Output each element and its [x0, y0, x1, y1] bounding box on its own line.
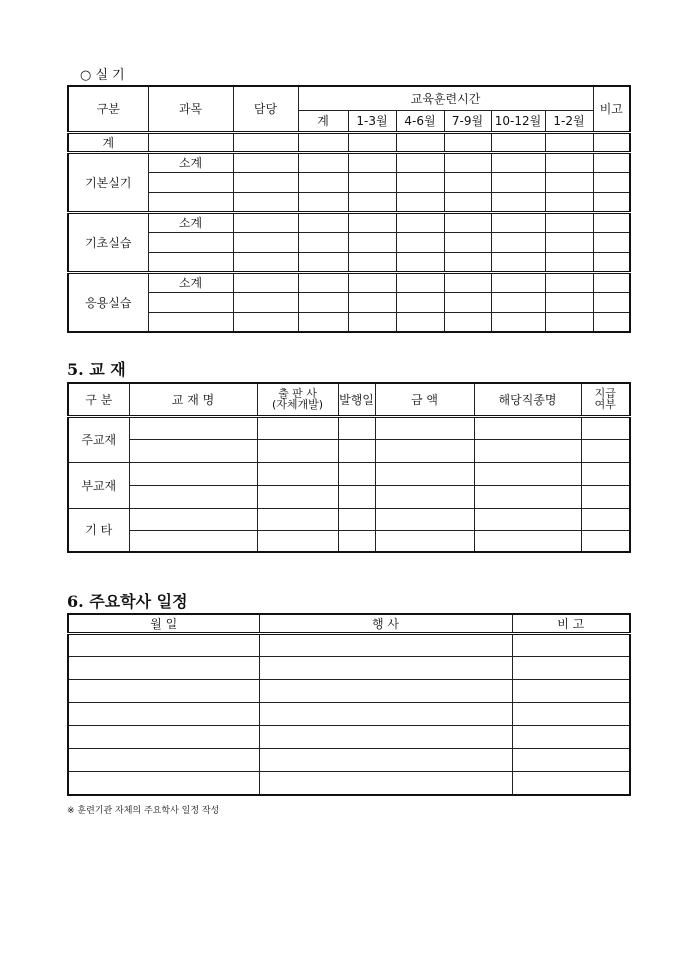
- subtotal-label: 소계: [148, 212, 233, 232]
- header-pub-date: 발행일: [338, 383, 375, 416]
- schedule-section-title: 6. 주요학사 일정: [67, 592, 188, 611]
- table-row: [68, 680, 630, 703]
- header-remarks: 비 고: [512, 614, 630, 634]
- header-paid: [581, 383, 630, 416]
- header-instructor: 담당: [233, 86, 298, 132]
- table-row: [68, 252, 630, 272]
- header-date: 월 일: [68, 614, 259, 634]
- header-event: 행 사: [259, 614, 512, 634]
- schedule-table: [67, 613, 631, 796]
- table-row: [68, 232, 630, 252]
- header-remarks: 비고: [593, 86, 630, 132]
- header-textbook-name: 교 재 명: [129, 383, 257, 416]
- table-row: [68, 530, 630, 552]
- table-row: [68, 172, 630, 192]
- table-row: [68, 212, 630, 232]
- header-job-type: 해당직종명: [474, 383, 581, 416]
- table-row: [68, 152, 630, 172]
- header-category: 구분: [68, 86, 148, 132]
- header-publisher-line2: (자체개발): [271, 398, 324, 412]
- subtotal-label: 소계: [148, 272, 233, 292]
- group-label: 기본실기: [68, 152, 148, 212]
- total-row-label: 계: [68, 132, 148, 152]
- header-month-1-3: 1-3월: [348, 110, 396, 132]
- table-row: [68, 192, 630, 212]
- table-row: [68, 416, 630, 439]
- table-row: [68, 749, 630, 772]
- header-training-hours: 교육훈련시간: [298, 86, 593, 110]
- table-row: [68, 439, 630, 462]
- table-row: [68, 508, 630, 530]
- header-month-4-6: 4-6월: [396, 110, 444, 132]
- header-month-1-2: 1-2월: [545, 110, 593, 132]
- subtotal-label: 소계: [148, 152, 233, 172]
- header-publisher-line1: 출 판 사: [278, 387, 317, 401]
- textbook-table: [67, 382, 631, 553]
- table-row: [68, 726, 630, 749]
- textbook-row-label: 기 타: [68, 508, 129, 552]
- textbook-row-label: 주교재: [68, 416, 129, 462]
- table-row: [68, 312, 630, 332]
- header-paid-line2: 여부: [594, 398, 616, 412]
- header-subject: 과목: [148, 86, 233, 132]
- table-row: [68, 272, 630, 292]
- table-row: [68, 772, 630, 795]
- header-month-7-9: 7-9월: [444, 110, 491, 132]
- textbook-row-label: 부교재: [68, 462, 129, 508]
- table-row: [68, 657, 630, 680]
- header-month-10-12: 10-12월: [491, 110, 545, 132]
- header-total: 계: [298, 110, 348, 132]
- schedule-note: ※ 훈련기관 자체의 주요학사 일정 작성: [67, 806, 220, 816]
- group-label: 응용실습: [68, 272, 148, 332]
- table-row: [68, 292, 630, 312]
- practical-table: [67, 85, 631, 333]
- table-row: [68, 634, 630, 657]
- header-category: 구 분: [68, 383, 129, 416]
- table-row: [68, 462, 630, 485]
- header-amount: 금 액: [375, 383, 474, 416]
- group-label: 기초실습: [68, 212, 148, 272]
- practical-section-title: ○ 실 기: [80, 68, 125, 83]
- textbook-section-title: 5. 교 재: [67, 360, 126, 379]
- total-row: [68, 132, 630, 152]
- table-row: [68, 703, 630, 726]
- table-row: [68, 485, 630, 508]
- header-paid-line1: 지급: [594, 387, 616, 401]
- header-publisher: [257, 383, 338, 416]
